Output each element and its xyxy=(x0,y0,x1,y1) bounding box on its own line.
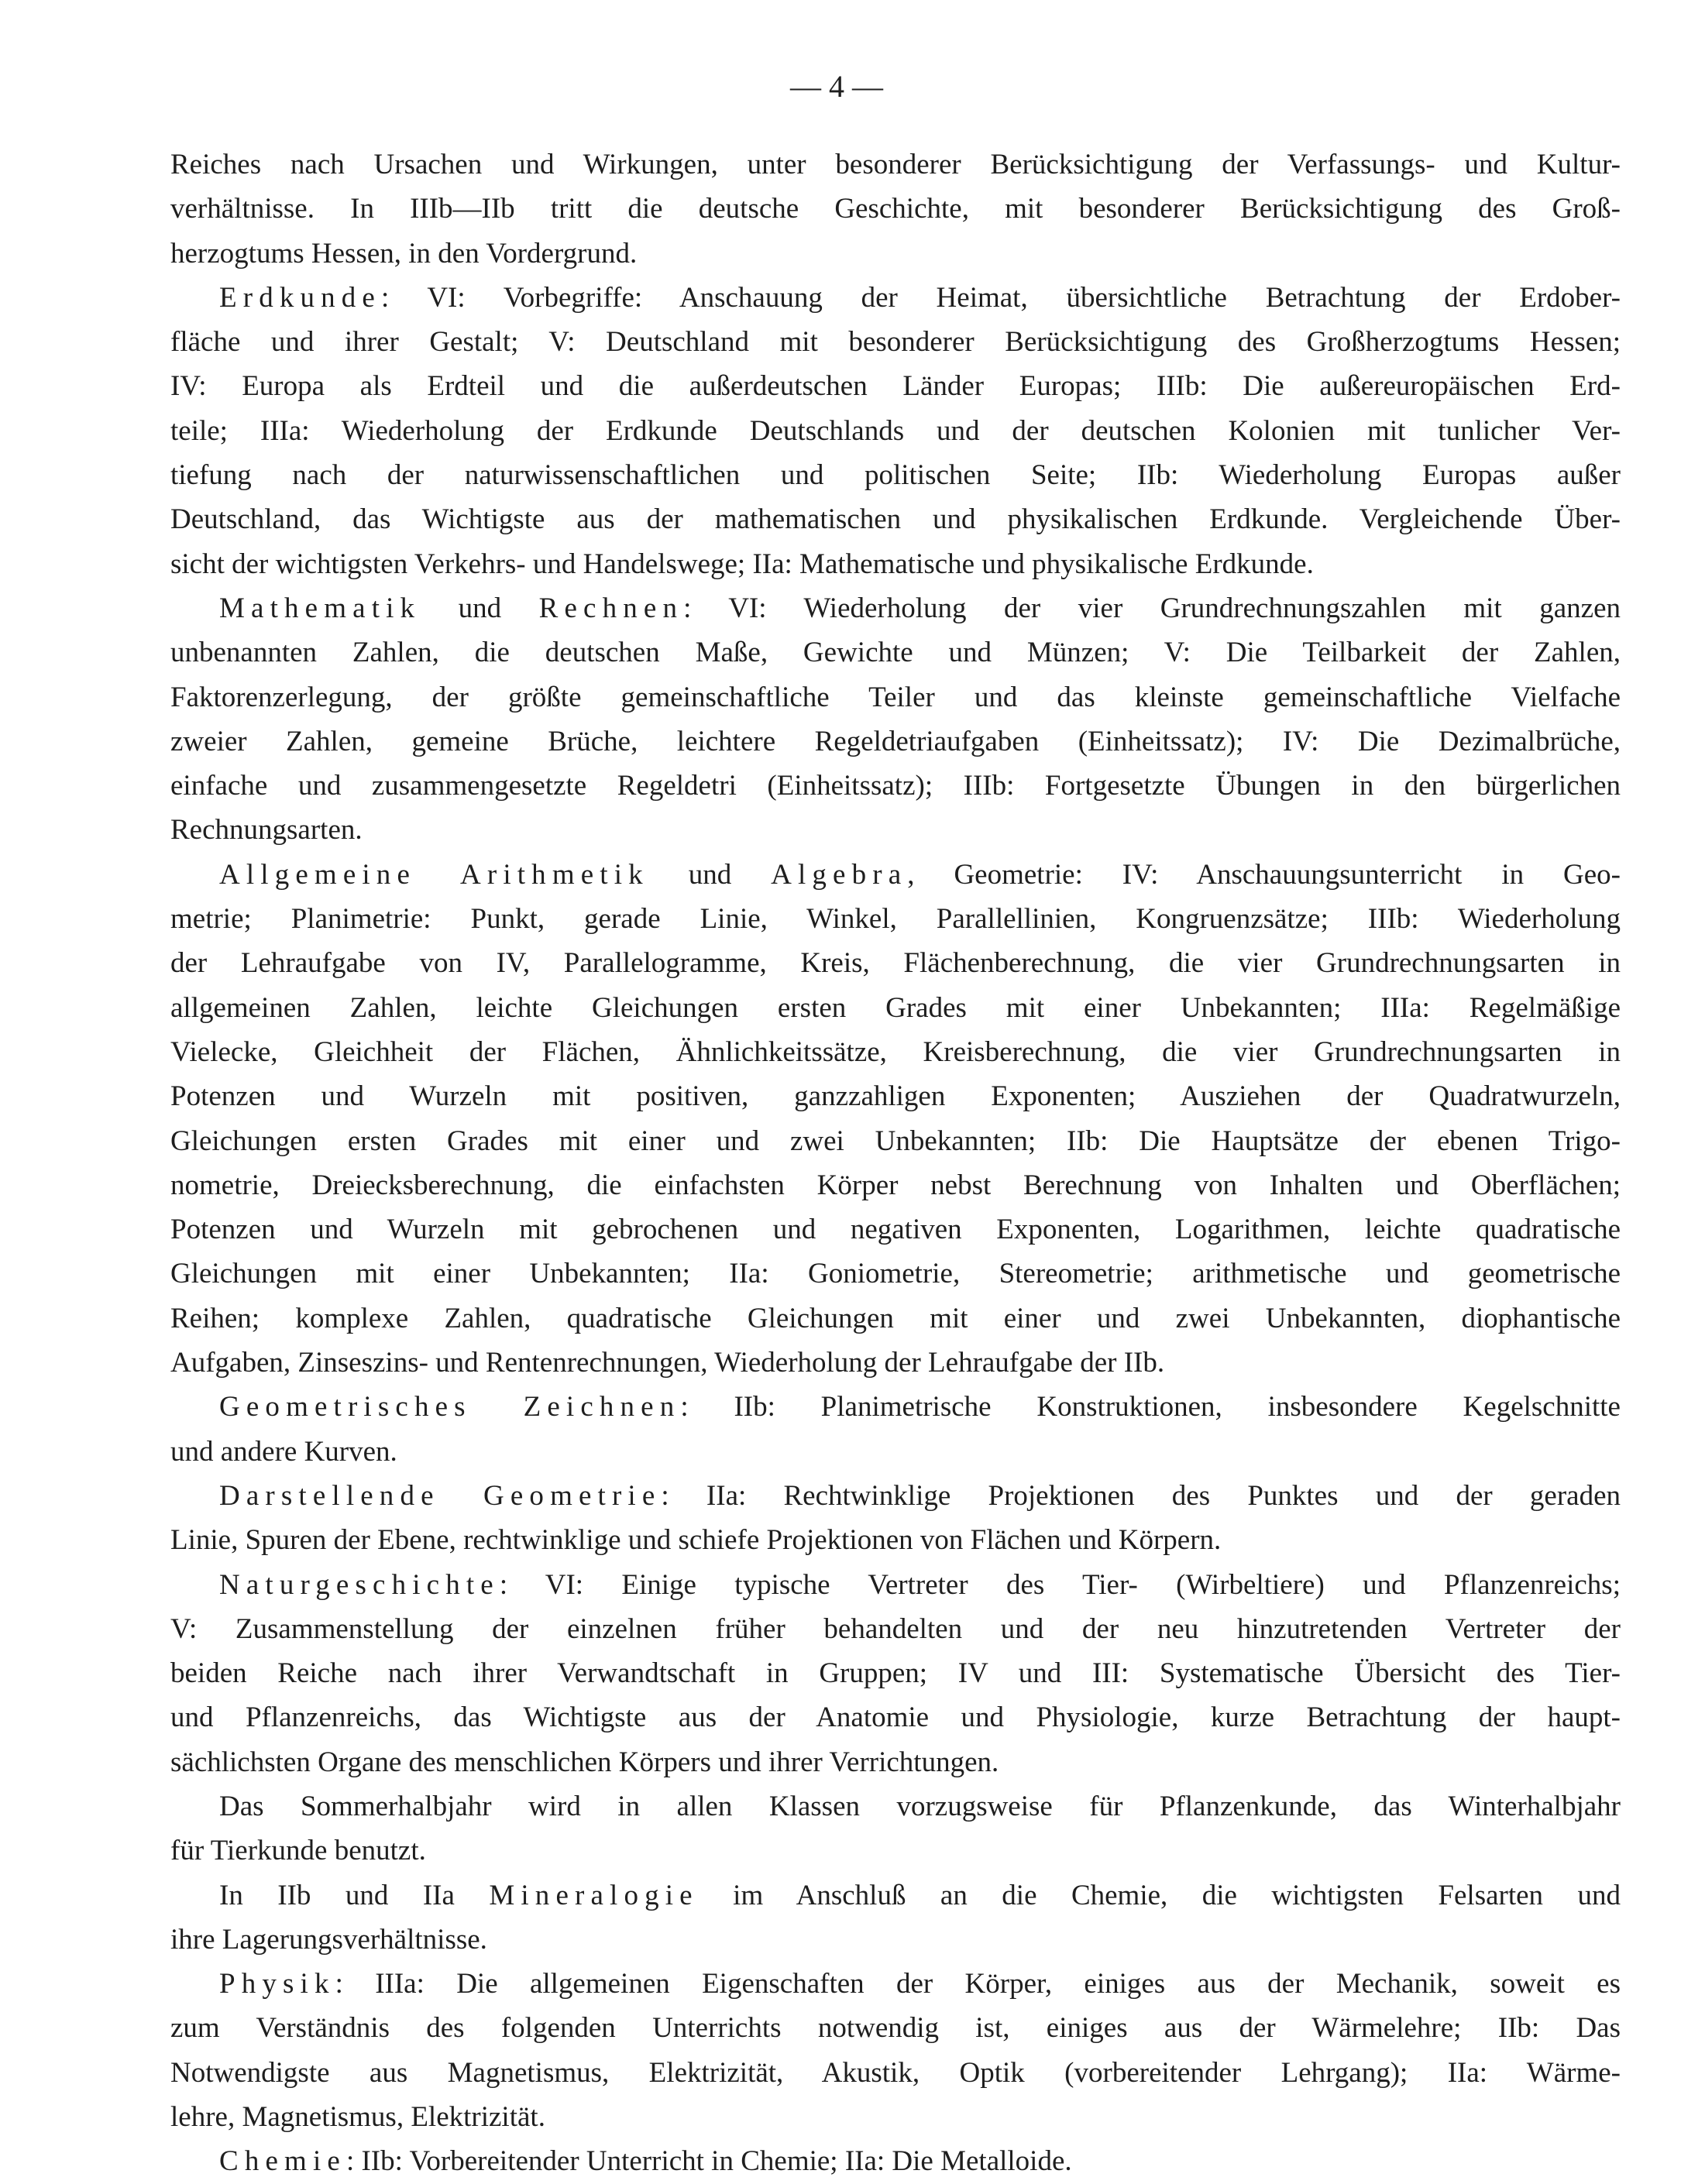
paragraph xyxy=(170,2139,1621,2183)
paragraph xyxy=(170,1784,1621,1873)
text-line: Vielecke, Gleichheit der Flächen, Ähnlichkeitssätze, Kreisberechnung, die vier Grundrechnungsarten in xyxy=(170,1035,1621,1068)
paragraph xyxy=(170,1474,1621,1563)
text-line: fläche und ihrer Gestalt; V: Deutschland mit besonderer Berücksichtigung des Großherzogtums Hessen; xyxy=(170,326,1621,359)
text-line xyxy=(170,1962,1621,2006)
section-heading: Naturgeschichte xyxy=(219,1568,500,1601)
page-number: — 4 — xyxy=(790,69,883,104)
text-line: Linie, Spuren der Ebene, rechtwinklige und schiefe Projektionen von Flächen und Körpern. xyxy=(170,1524,1222,1557)
text-segment: und xyxy=(421,592,539,624)
text-line xyxy=(170,2139,1621,2183)
section-heading: Physik xyxy=(219,1968,335,2000)
section-heading: Mineralogie xyxy=(489,1879,699,1911)
paragraph xyxy=(170,586,1621,853)
text-line xyxy=(170,853,1621,897)
text-segment: : VI: Wiederholung der vier Grundrechnungszahlen mit ganzen xyxy=(683,592,1621,624)
section-heading: Erdkunde xyxy=(219,281,381,314)
text-line: und Pflanzenreichs, das Wichtigste aus der Anatomie und Physiologie, kurze Betrachtung der haupt- xyxy=(170,1702,1621,1734)
text-line: ihre Lagerungsverhältnisse. xyxy=(170,1923,487,1956)
section-heading: Mathematik xyxy=(219,592,421,624)
text-segment: : IIa: Rechtwinklige Projektionen des Punktes und der geraden xyxy=(661,1479,1621,1512)
section-heading: Darstellende Geometrie xyxy=(219,1479,662,1512)
text-line: teile; IIIa: Wiederholung der Erdkunde Deutschlands und der deutschen Kolonien mit tunlicher Ver- xyxy=(170,414,1621,447)
text-line: Aufgaben, Zinseszins- und Rentenrechnungen, Wiederholung der Lehraufgabe der IIb. xyxy=(170,1347,1165,1379)
text-line: allgemeinen Zahlen, leichte Gleichungen ersten Grades mit einer Unbekannten; IIIa: Regelmäßige xyxy=(170,991,1621,1024)
text-line: tiefung nach der naturwissenschaftlichen und politischen Seite; IIb: Wiederholung Europas außer xyxy=(170,459,1621,492)
text-line: Deutschland, das Wichtigste aus der mathematischen und physikalischen Erdkunde. Vergleichende Über- xyxy=(170,503,1621,536)
text-line: sächlichsten Organe des menschlichen Körpers und ihrer Verrichtungen. xyxy=(170,1746,999,1778)
text-line xyxy=(170,276,1621,320)
text-segment: : IIb: Planimetrische Konstruktionen, insbesondere Kegelschnitte xyxy=(680,1391,1621,1423)
document-body xyxy=(170,143,1621,2184)
text-line: Faktorenzerlegung, der größte gemeinschaftliche Teiler und das kleinste gemeinschaftliche Vielfache xyxy=(170,681,1621,713)
text-line: Reiches nach Ursachen und Wirkungen, unter besonderer Berücksichtigung der Verfassungs- und Kultur- xyxy=(170,149,1621,180)
text-segment: : VI: Einige typische Vertreter des Tier- (Wirbeltiere) und Pflanzenreichs; xyxy=(499,1568,1621,1601)
text-segment: In IIb und IIa xyxy=(219,1879,490,1911)
text-segment: : IIIa: Die allgemeinen Eigenschaften der Körper, einiges aus der Mechanik, soweit es xyxy=(335,1968,1621,2000)
text-line: Potenzen und Wurzeln mit gebrochenen und negativen Exponenten, Logarithmen, leichte quadratische xyxy=(170,1214,1621,1246)
text-line: Das Sommerhalbjahr wird in allen Klassen vorzugsweise für Pflanzenkunde, das Winterhalbjahr xyxy=(219,1790,1621,1822)
text-segment: , Geometrie: IV: Anschauungsunterricht in Geo- xyxy=(907,858,1621,891)
section-heading: Rechnen xyxy=(538,592,684,624)
text-line: einfache und zusammengesetzte Regeldetri (Einheitssatz); IIIb: Fortgesetzte Übungen in den bürgerlichen xyxy=(170,770,1621,802)
text-segment: im Anschluß an die Chemie, die wichtigsten Felsarten und xyxy=(698,1879,1621,1911)
text-line: zum Verständnis des folgenden Unterrichts notwendig ist, einiges aus der Wärmelehre; IIb: Das xyxy=(170,2012,1621,2045)
text-segment: : IIb: Vorbereitender Unterricht in Chemie; IIa: Die Metalloide. xyxy=(345,2145,1072,2178)
text-line: metrie; Planimetrie: Punkt, gerade Linie, Winkel, Parallellinien, Kongruenzsätze; IIIb: Wiederholung xyxy=(170,903,1621,936)
text-line: lehre, Magnetismus, Elektrizität. xyxy=(170,2101,545,2134)
text-line: herzogtums Hessen, in den Vordergrund. xyxy=(170,237,638,270)
text-line: für Tierkunde benutzt. xyxy=(170,1835,426,1867)
paragraph xyxy=(170,1873,1621,1963)
paragraph xyxy=(170,1962,1621,2139)
text-line xyxy=(170,1563,1621,1607)
text-line: unbenannten Zahlen, die deutschen Maße, Gewichte und Münzen; V: Die Teilbarkeit der Zahlen, xyxy=(170,637,1621,669)
paragraph xyxy=(170,853,1621,1386)
text-line: Reihen; komplexe Zahlen, quadratische Gleichungen mit einer und zwei Unbekannten, diophantische xyxy=(170,1302,1621,1334)
paragraph xyxy=(170,1563,1621,1784)
text-line: nometrie, Dreiecksberechnung, die einfachsten Körper nebst Berechnung von Inhalten und Oberflächen; xyxy=(170,1169,1621,1201)
text-line: und andere Kurven. xyxy=(170,1435,397,1468)
text-line: Notwendigste aus Magnetismus, Elektrizität, Akustik, Optik (vorbereitender Lehrgang); IIa: Wärme- xyxy=(170,2056,1621,2089)
section-heading: Allgemeine Arithmetik xyxy=(219,858,649,891)
text-line: zweier Zahlen, gemeine Brüche, leichtere Regeldetriaufgaben (Einheitssatz); IV: Die Dezimalbrüche, xyxy=(170,725,1621,757)
text-line: Gleichungen mit einer Unbekannten; IIa: Goniometrie, Stereometrie; arithmetische und geometrische xyxy=(170,1258,1621,1290)
text-line: Gleichungen ersten Grades mit einer und zwei Unbekannten; IIb: Die Hauptsätze der ebenen Trigo- xyxy=(170,1125,1621,1157)
text-line: IV: Europa als Erdteil und die außerdeutschen Länder Europas; IIIb: Die außereuropäischen Erd- xyxy=(170,370,1621,403)
paragraph xyxy=(170,1385,1621,1474)
text-line: Potenzen und Wurzeln mit positiven, ganzzahligen Exponenten; Ausziehen der Quadratwurzeln, xyxy=(170,1080,1621,1113)
text-line: V: Zusammenstellung der einzelnen früher behandelten und der neu hinzutretenden Vertreter der xyxy=(170,1612,1621,1645)
text-line: beiden Reiche nach ihrer Verwandtschaft in Gruppen; IV und III: Systematische Übersicht des Tier- xyxy=(170,1657,1621,1690)
text-line xyxy=(170,1385,1621,1429)
paragraph xyxy=(170,276,1621,586)
text-line: verhältnisse. In IIIb—IIb tritt die deutsche Geschichte, mit besonderer Berücksichtigung des Groß- xyxy=(170,193,1621,225)
section-heading: Algebra xyxy=(771,858,908,891)
paragraph xyxy=(170,143,1621,276)
section-heading: Geometrisches Zeichnen xyxy=(219,1391,681,1423)
text-line: sicht der wichtigsten Verkehrs- und Handelswege; IIa: Mathematische und physikalische Erdkunde. xyxy=(170,548,1314,580)
text-line xyxy=(170,1873,1621,1918)
text-segment: : VI: Vorbegriffe: Anschauung der Heimat, übersichtliche Betrachtung der Erdober- xyxy=(380,281,1621,314)
text-line xyxy=(170,1474,1621,1518)
text-line: der Lehraufgabe von IV, Parallelogramme, Kreis, Flächenberechnung, die vier Grundrechnungsarten in xyxy=(170,947,1621,980)
text-segment: und xyxy=(648,858,772,891)
text-line xyxy=(170,586,1621,630)
text-line: Rechnungsarten. xyxy=(170,814,363,846)
section-heading: Chemie xyxy=(219,2145,346,2178)
